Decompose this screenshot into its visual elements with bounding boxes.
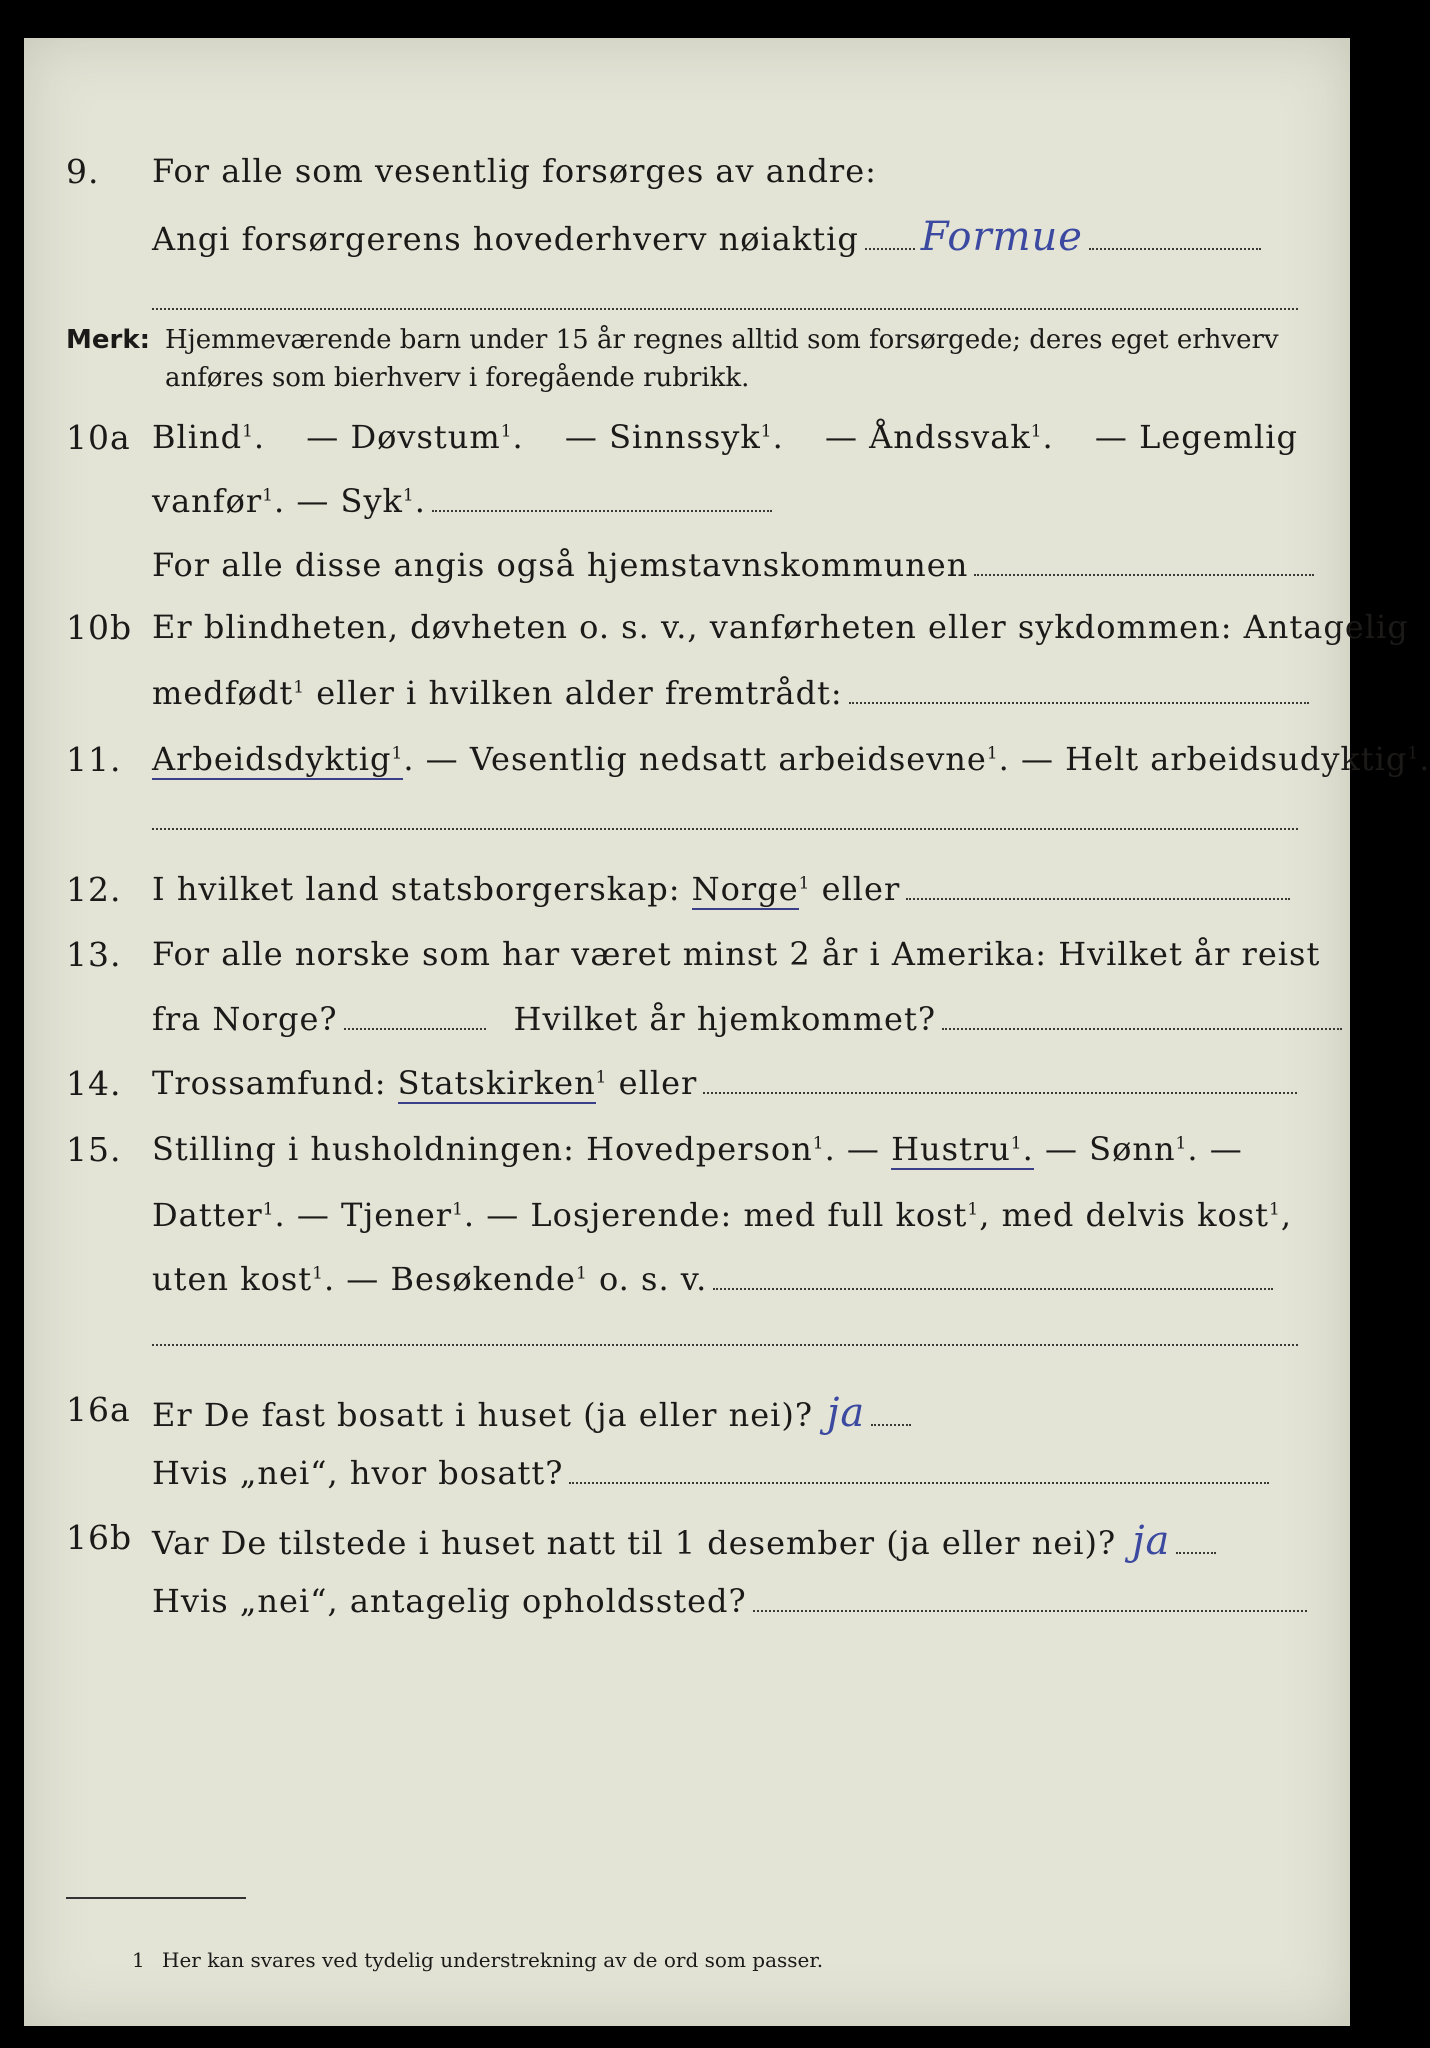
q10b-number: 10b bbox=[66, 608, 133, 647]
q10a-dovstum: — Døvstum$^1$. bbox=[306, 418, 524, 456]
footnote-rule bbox=[66, 1897, 246, 1899]
q16a-dots bbox=[569, 1482, 1269, 1484]
q9-number: 9. bbox=[66, 152, 100, 191]
q13-dots-hjemkommet bbox=[942, 1028, 1342, 1030]
q9-question: Angi forsørgerens hovederhverv nøiaktig bbox=[152, 220, 859, 258]
q15-line1: Stilling i husholdningen: Hovedperson$^1$. — Hustru$^1$. — Sønn$^1$. — bbox=[152, 1130, 1243, 1168]
q16b-dots-answer bbox=[1176, 1552, 1216, 1554]
footnote-text: Her kan svares ved tydelig understrekning av de ord som passer. bbox=[162, 1948, 824, 1972]
q13-number: 13. bbox=[66, 935, 122, 974]
q16b-handwritten-answer: ja bbox=[1132, 1518, 1171, 1564]
q10a-line3: For alle disse angis også hjemstavnskommunen bbox=[152, 546, 1314, 584]
q13-line2: fra Norge? Hvilket år hjemkommet? bbox=[152, 1000, 1342, 1038]
q10a-legemlig: — Legemlig bbox=[1094, 418, 1298, 456]
q11-number: 11. bbox=[66, 740, 122, 779]
q13-dots-reist bbox=[344, 1028, 486, 1030]
q15-line3: uten kost$^1$. — Besøkende$^1$ o. s. v. bbox=[152, 1260, 1273, 1298]
q11-dotline bbox=[152, 828, 1298, 830]
q14-statskirken-underlined: Statskirken bbox=[397, 1064, 596, 1102]
q16a-handwritten-answer: ja bbox=[827, 1390, 866, 1436]
q9-dotline bbox=[152, 308, 1298, 310]
q12-number: 12. bbox=[66, 870, 122, 909]
q12-dots bbox=[906, 898, 1290, 900]
q16a-line2: Hvis „nei“, hvor bosatt? bbox=[152, 1454, 1269, 1492]
q16a-number: 16a bbox=[66, 1390, 131, 1429]
merk-line1: Hjemmeværende barn under 15 år regnes alltid som forsørgede; deres eget erhverv bbox=[165, 325, 1279, 355]
q14-dots bbox=[703, 1092, 1297, 1094]
q15-dots bbox=[713, 1288, 1273, 1290]
q9-line2 bbox=[152, 214, 1261, 260]
q16b-line2: Hvis „nei“, antagelig opholdssted? bbox=[152, 1582, 1307, 1620]
q11-arbeidsdyktig-underlined: Arbeidsdyktig$^1$ bbox=[152, 740, 404, 778]
q10a-blind: Blind$^1$. bbox=[152, 418, 266, 456]
q15-hustru-underlined: Hustru$^1$. bbox=[891, 1130, 1034, 1168]
q13-line1: For alle norske som har været minst 2 år i Amerika: Hvilket år reist bbox=[152, 935, 1321, 973]
q10a-number: 10a bbox=[66, 418, 131, 457]
q11-line: Arbeidsdyktig$^1$. — Vesentlig nedsatt arbeidsevne$^1$. — Helt arbeidsudyktig$^1$. bbox=[152, 740, 1430, 778]
q16a-dots-answer bbox=[871, 1424, 911, 1426]
merk-line2: anføres som bierhverv i foregående rubrikk. bbox=[165, 363, 750, 393]
q15-line2: Datter$^1$. — Tjener$^1$. — Losjerende: med full kost$^1$, med delvis kost$^1$, bbox=[152, 1196, 1293, 1234]
q14-number: 14. bbox=[66, 1064, 122, 1103]
q9-handwritten-answer: Formue bbox=[920, 214, 1083, 260]
merk-label: Merk: bbox=[66, 325, 151, 355]
q9-dots-a bbox=[865, 248, 915, 250]
q10a-line2: vanfør$^1$. — Syk$^1$. bbox=[152, 482, 772, 520]
q15-dotline bbox=[152, 1344, 1298, 1346]
q14-line: Trossamfund: Statskirken$^1$ eller bbox=[152, 1064, 1297, 1102]
q16b-dots bbox=[753, 1610, 1307, 1612]
footnote-mark: 1 bbox=[132, 1948, 145, 1972]
q10b-dots bbox=[849, 702, 1309, 704]
q16b-line1: Var De tilstede i huset natt til 1 desember (ja eller nei)? ja bbox=[152, 1518, 1216, 1564]
q10a-dots-kommune bbox=[974, 574, 1314, 576]
q16b-number: 16b bbox=[66, 1518, 133, 1557]
q12-line: I hvilket land statsborgerskap: Norge$^1$ eller bbox=[152, 870, 1290, 908]
q12-norge-underlined: Norge bbox=[691, 870, 799, 908]
q10a-line1 bbox=[152, 418, 1298, 456]
q15-number: 15. bbox=[66, 1130, 122, 1169]
q10a-dots-syk bbox=[432, 510, 772, 512]
q10a-andssvak: — Åndssvak$^1$. bbox=[824, 418, 1054, 456]
q10b-line1: Er blindheten, døvheten o. s. v., vanførheten eller sykdommen: Antagelig bbox=[152, 608, 1409, 646]
q16a-line1: Er De fast bosatt i huset (ja eller nei)? ja bbox=[152, 1390, 911, 1436]
q9-line1: For alle som vesentlig forsørges av andre: bbox=[152, 152, 877, 190]
q9-dots-b bbox=[1089, 248, 1261, 250]
q10b-line2: medfødt$^1$ eller i hvilken alder fremtrådt: bbox=[152, 674, 1309, 712]
q10a-sinnssyk: — Sinnssyk$^1$. bbox=[564, 418, 784, 456]
